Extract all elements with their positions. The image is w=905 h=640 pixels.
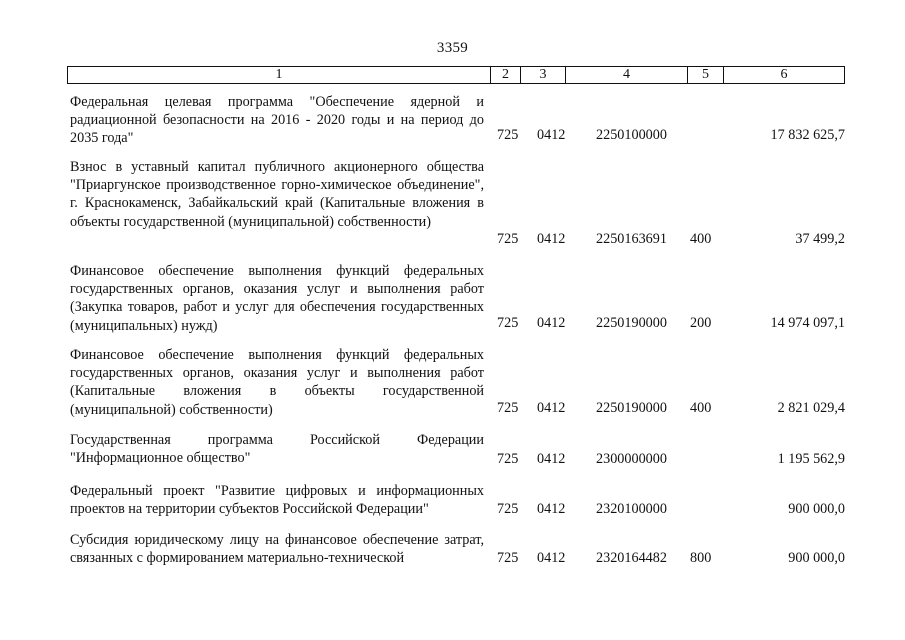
row-description: Федеральный проект "Развитие цифровых и информационных проектов на территории субъектов Российской Федерации" [70,483,484,518]
row-col-4: 2320100000 [596,501,667,517]
row-col-6: 900 000,0 [788,550,845,566]
row-col-3: 0412 [537,400,566,416]
table-header [67,66,845,84]
row-col-4: 2250190000 [596,315,667,331]
row-col-6: 900 000,0 [788,501,845,517]
row-col-4: 2320164482 [596,550,667,566]
row-col-5: 400 [690,400,712,416]
row-col-5: 200 [690,315,712,331]
row-col-4: 2250163691 [596,231,667,247]
row-col-2: 725 [497,451,519,467]
header-col-2: 2 [490,67,520,83]
header-col-6: 6 [723,67,844,83]
row-col-4: 2250100000 [596,127,667,143]
row-col-3: 0412 [537,550,566,566]
header-col-4: 4 [565,67,687,83]
row-col-3: 0412 [537,127,566,143]
row-col-2: 725 [497,231,519,247]
row-col-6: 2 821 029,4 [777,400,845,416]
row-description: Финансовое обеспечение выполнения функций федеральных государственных органов, оказания услуг и выполнения работ (Закупка товаров, работ и услуг для обеспечения государственных (муниципальных) нужд) [70,263,484,334]
row-col-6: 37 499,2 [795,231,845,247]
row-col-3: 0412 [537,231,566,247]
row-col-2: 725 [497,400,519,416]
row-col-6: 17 832 625,7 [770,127,845,143]
page-number: 3359 [436,40,469,56]
row-col-2: 725 [497,501,519,517]
row-col-3: 0412 [537,501,566,517]
header-col-3: 3 [520,67,565,83]
row-col-6: 1 195 562,9 [777,451,845,467]
row-description: Финансовое обеспечение выполнения функций федеральных государственных органов, оказания услуг и выполнения работ (Капитальные вложения в объекты государственной (муниципальной) собственности) [70,347,484,418]
row-col-2: 725 [497,550,519,566]
row-col-4: 2300000000 [596,451,667,467]
row-description: Федеральная целевая программа "Обеспечение ядерной и радиационной безопасности на 2016 - 2020 годы и на период до 2035 года" [70,94,484,147]
row-description: Взнос в уставный капитал публичного акционерного общества "Приаргунское производственное горно-химическое объединение", г. Краснокаменск, Забайкальский край (Капитальные вложения в объекты государственной (муниципальной) собственности) [70,159,484,230]
row-description: Субсидия юридическому лицу на финансовое обеспечение затрат, связанных с формированием материально-технической [70,532,484,567]
row-col-2: 725 [497,127,519,143]
header-col-5: 5 [687,67,723,83]
row-col-2: 725 [497,315,519,331]
row-col-5: 400 [690,231,712,247]
header-col-1: 1 [275,67,283,82]
row-description: Государственная программа Российской Федерации "Информационное общество" [70,432,484,467]
row-col-3: 0412 [537,315,566,331]
row-col-4: 2250190000 [596,400,667,416]
row-col-6: 14 974 097,1 [770,315,845,331]
row-col-5: 800 [690,550,712,566]
row-col-3: 0412 [537,451,566,467]
